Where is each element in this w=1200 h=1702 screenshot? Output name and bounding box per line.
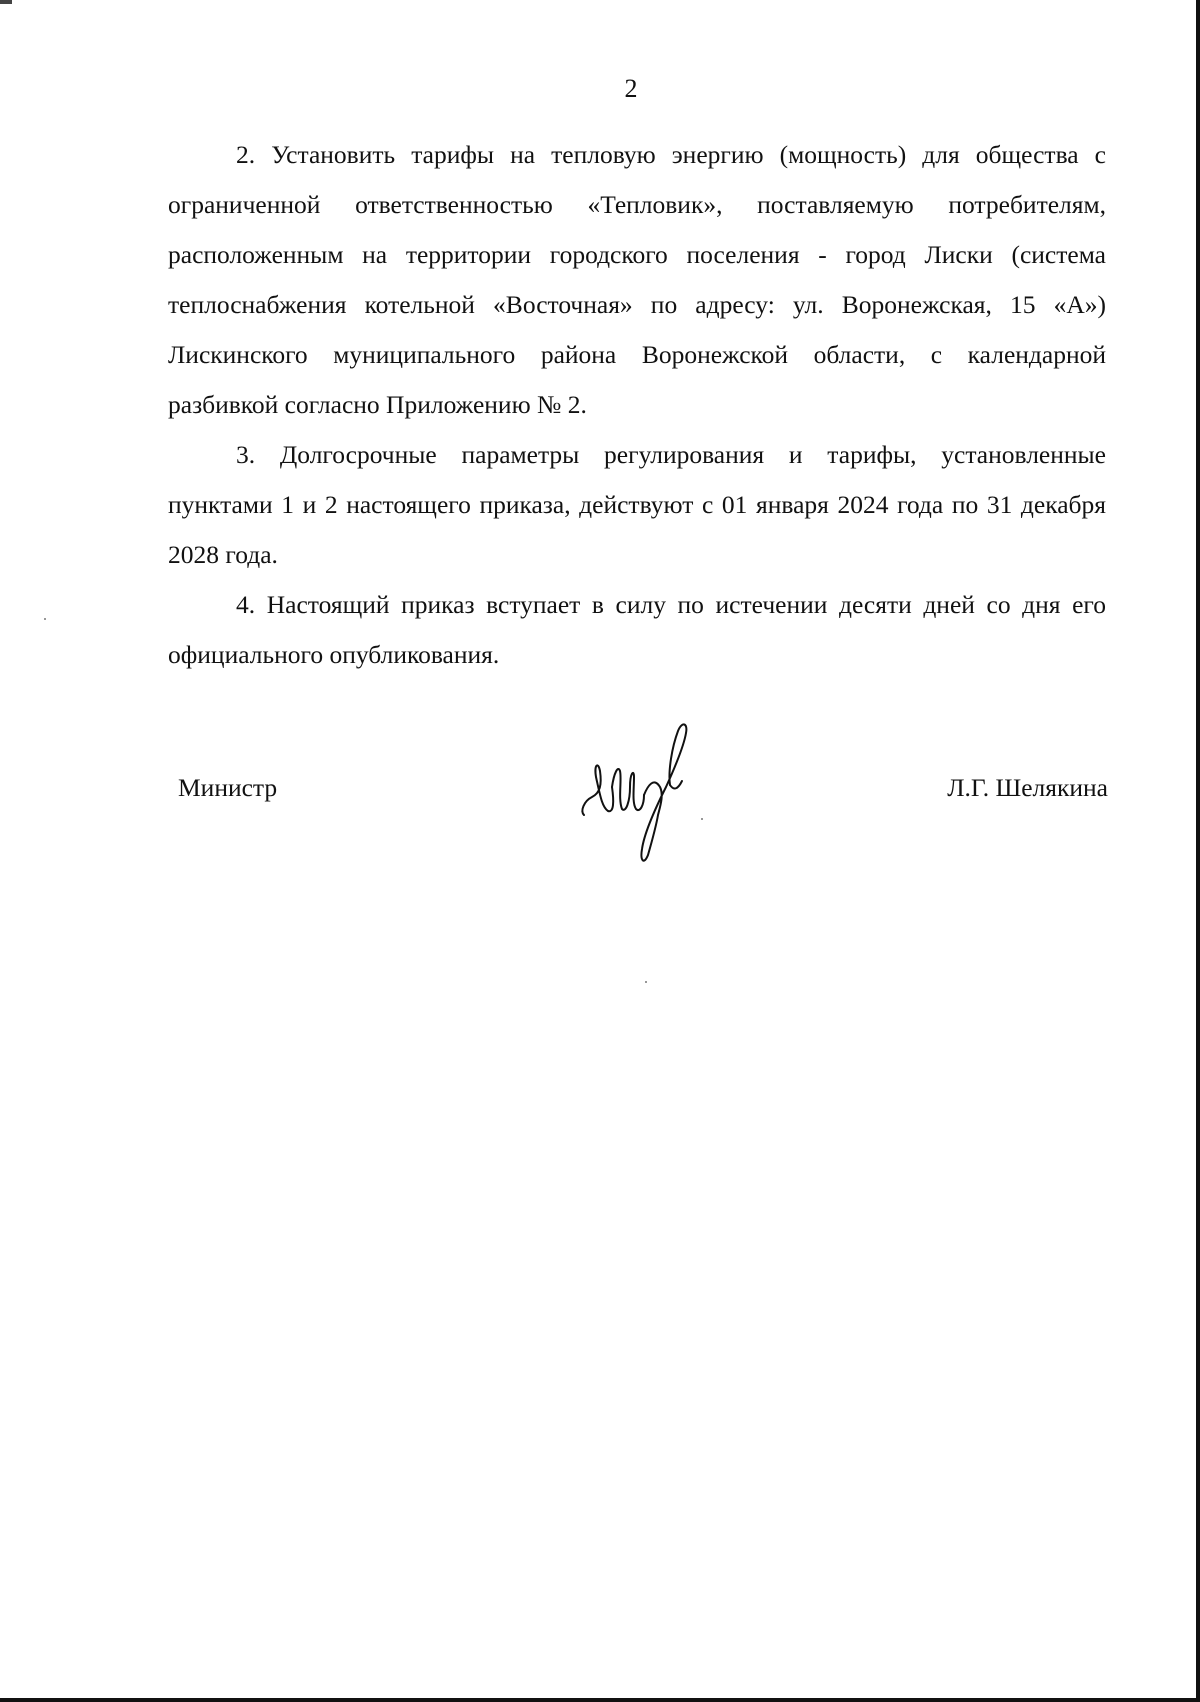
page-number: 2 (624, 74, 638, 103)
paragraph-3: 3. Долгосрочные параметры регулирования и тарифы, установленные пунктами 1 и 2 настоящего приказа, действуют с 01 января 2024 года по 31 декабря 2028 года. (168, 440, 1106, 569)
signatory-title: Министр (178, 773, 278, 802)
paragraph-4: 4. Настоящий приказ вступает в силу по истечении десяти дней со дня его официального опубликования. (168, 590, 1106, 669)
signature-block (168, 760, 1108, 880)
scan-edge-mark (0, 0, 12, 4)
paragraph-2: 2. Установить тарифы на тепловую энергию (мощность) для общества с ограниченной ответственностью «Тепловик», поставляемую потребителям, расположенным на территории городского поселения - город Лиски (система теплоснабжения котельной «Восточная» по адресу: ул. Воронежская, 15 «А») Лискинского муниципального района Воронежской области, с календарной разбивкой согласно Приложению № 2. (168, 140, 1106, 419)
handwritten-signature (578, 715, 718, 865)
signatory-name: Л.Г. Шелякина (947, 773, 1108, 802)
scan-speck (645, 981, 647, 983)
document-body (168, 130, 1106, 680)
scan-speck (44, 618, 46, 620)
